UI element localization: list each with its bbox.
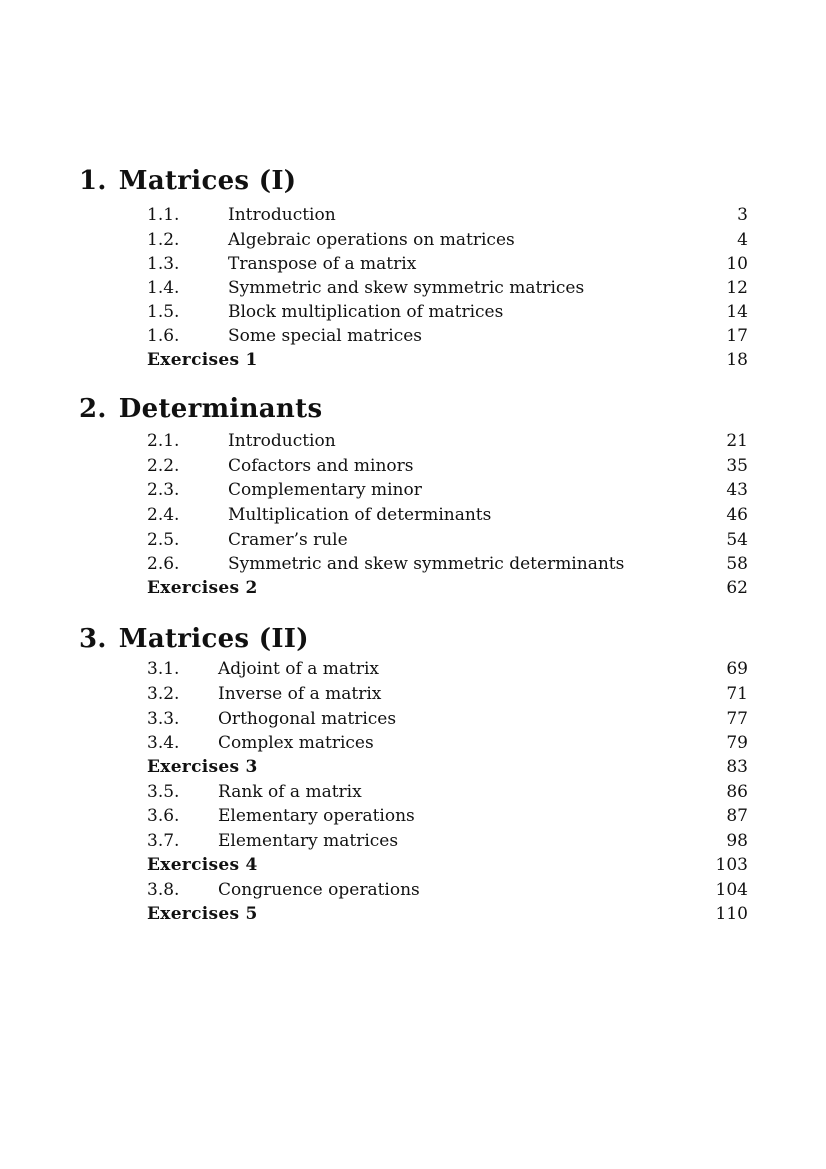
toc-entry[interactable]	[0, 780, 826, 804]
page-number: 62	[726, 578, 748, 598]
section-number: 3.4.	[147, 733, 180, 753]
section-title: Algebraic operations on matrices	[228, 230, 515, 250]
chapter-title: Matrices (II)	[118, 624, 309, 654]
toc-entry[interactable]	[0, 552, 826, 576]
section-title: Cofactors and minors	[228, 456, 414, 476]
section-title: Transpose of a matrix	[228, 254, 417, 274]
page-number: 58	[726, 554, 748, 574]
page-number: 35	[726, 456, 748, 476]
toc-entry[interactable]	[0, 276, 826, 300]
page-number: 87	[726, 806, 748, 826]
section-number: 2.4.	[147, 505, 180, 525]
section-number: 3.3.	[147, 709, 180, 729]
section-number: 2.2.	[147, 456, 180, 476]
chapter-title: Determinants	[118, 394, 323, 424]
exercise-title: Exercises 1	[147, 350, 258, 370]
section-number: 1.6.	[147, 326, 180, 346]
section-title: Introduction	[228, 431, 336, 451]
section-number: 2.6.	[147, 554, 180, 574]
toc-entry[interactable]	[0, 878, 826, 902]
section-number: 3.8.	[147, 880, 180, 900]
toc-entry[interactable]	[0, 503, 826, 527]
section-number: 3.2.	[147, 684, 180, 704]
toc-exercise-entry[interactable]	[0, 755, 826, 779]
chapter-2-heading	[79, 394, 322, 424]
section-title: Elementary operations	[218, 806, 415, 826]
toc-exercise-entry[interactable]	[0, 348, 826, 372]
section-title: Cramer’s rule	[228, 530, 348, 550]
section-title: Congruence operations	[218, 880, 420, 900]
section-number: 2.5.	[147, 530, 180, 550]
section-title: Complex matrices	[218, 733, 374, 753]
page-number: 46	[726, 505, 748, 525]
toc-entry[interactable]	[0, 731, 826, 755]
section-title: Complementary minor	[228, 480, 422, 500]
page-number: 18	[726, 350, 748, 370]
page-number: 110	[715, 904, 748, 924]
page-number: 14	[726, 302, 748, 322]
exercise-title: Exercises 4	[147, 855, 258, 875]
section-number: 1.4.	[147, 278, 180, 298]
toc-entry[interactable]	[0, 528, 826, 552]
section-number: 2.1.	[147, 431, 180, 451]
toc-entry[interactable]	[0, 252, 826, 276]
page-number: 69	[726, 659, 748, 679]
section-number: 3.1.	[147, 659, 180, 679]
section-title: Some special matrices	[228, 326, 423, 346]
toc-entry[interactable]	[0, 454, 826, 478]
toc-entry[interactable]	[0, 324, 826, 348]
section-number: 1.5.	[147, 302, 180, 322]
page-number: 3	[737, 205, 748, 225]
toc-entry[interactable]	[0, 228, 826, 252]
page-number: 79	[726, 733, 748, 753]
toc-entry[interactable]	[0, 657, 826, 681]
toc-entry[interactable]	[0, 804, 826, 828]
toc-entry[interactable]	[0, 707, 826, 731]
page-number: 17	[726, 326, 748, 346]
section-title: Adjoint of a matrix	[218, 659, 379, 679]
chapter-3-heading	[79, 624, 309, 654]
chapter-number: 2.	[79, 394, 107, 424]
toc-entry[interactable]	[0, 429, 826, 453]
page-number: 4	[737, 230, 748, 250]
section-number: 3.7.	[147, 831, 180, 851]
exercise-title: Exercises 2	[147, 578, 258, 598]
section-number: 3.5.	[147, 782, 180, 802]
page-number: 12	[726, 278, 748, 298]
section-number: 2.3.	[147, 480, 180, 500]
section-number: 3.6.	[147, 806, 180, 826]
section-title: Block multiplication of matrices	[228, 302, 504, 322]
toc-entry[interactable]	[0, 478, 826, 502]
toc-entry[interactable]	[0, 682, 826, 706]
toc-exercise-entry[interactable]	[0, 902, 826, 926]
toc-entry[interactable]	[0, 203, 826, 227]
chapter-number: 1.	[79, 166, 107, 196]
section-title: Rank of a matrix	[218, 782, 362, 802]
section-title: Symmetric and skew symmetric determinants	[228, 554, 625, 574]
page-number: 98	[726, 831, 748, 851]
page-number: 21	[726, 431, 748, 451]
chapter-title: Matrices (I)	[118, 166, 297, 196]
section-number: 1.1.	[147, 205, 180, 225]
exercise-title: Exercises 3	[147, 757, 258, 777]
toc-exercise-entry[interactable]	[0, 576, 826, 600]
page-number: 10	[726, 254, 748, 274]
page-number: 103	[715, 855, 748, 875]
page-number: 71	[726, 684, 748, 704]
section-title: Orthogonal matrices	[218, 709, 397, 729]
section-title: Inverse of a matrix	[218, 684, 382, 704]
toc-entry[interactable]	[0, 300, 826, 324]
section-title: Symmetric and skew symmetric matrices	[228, 278, 585, 298]
section-title: Introduction	[228, 205, 336, 225]
section-number: 1.2.	[147, 230, 180, 250]
section-title: Multiplication of determinants	[228, 505, 492, 525]
page-number: 54	[726, 530, 748, 550]
chapter-number: 3.	[79, 624, 107, 654]
section-number: 1.3.	[147, 254, 180, 274]
exercise-title: Exercises 5	[147, 904, 258, 924]
page-number: 83	[726, 757, 748, 777]
page-number: 77	[726, 709, 748, 729]
page-number: 104	[715, 880, 748, 900]
chapter-1-heading	[79, 166, 296, 196]
toc-entry[interactable]	[0, 829, 826, 853]
section-title: Elementary matrices	[218, 831, 399, 851]
toc-exercise-entry[interactable]	[0, 853, 826, 877]
page-number: 86	[726, 782, 748, 802]
page-number: 43	[726, 480, 748, 500]
